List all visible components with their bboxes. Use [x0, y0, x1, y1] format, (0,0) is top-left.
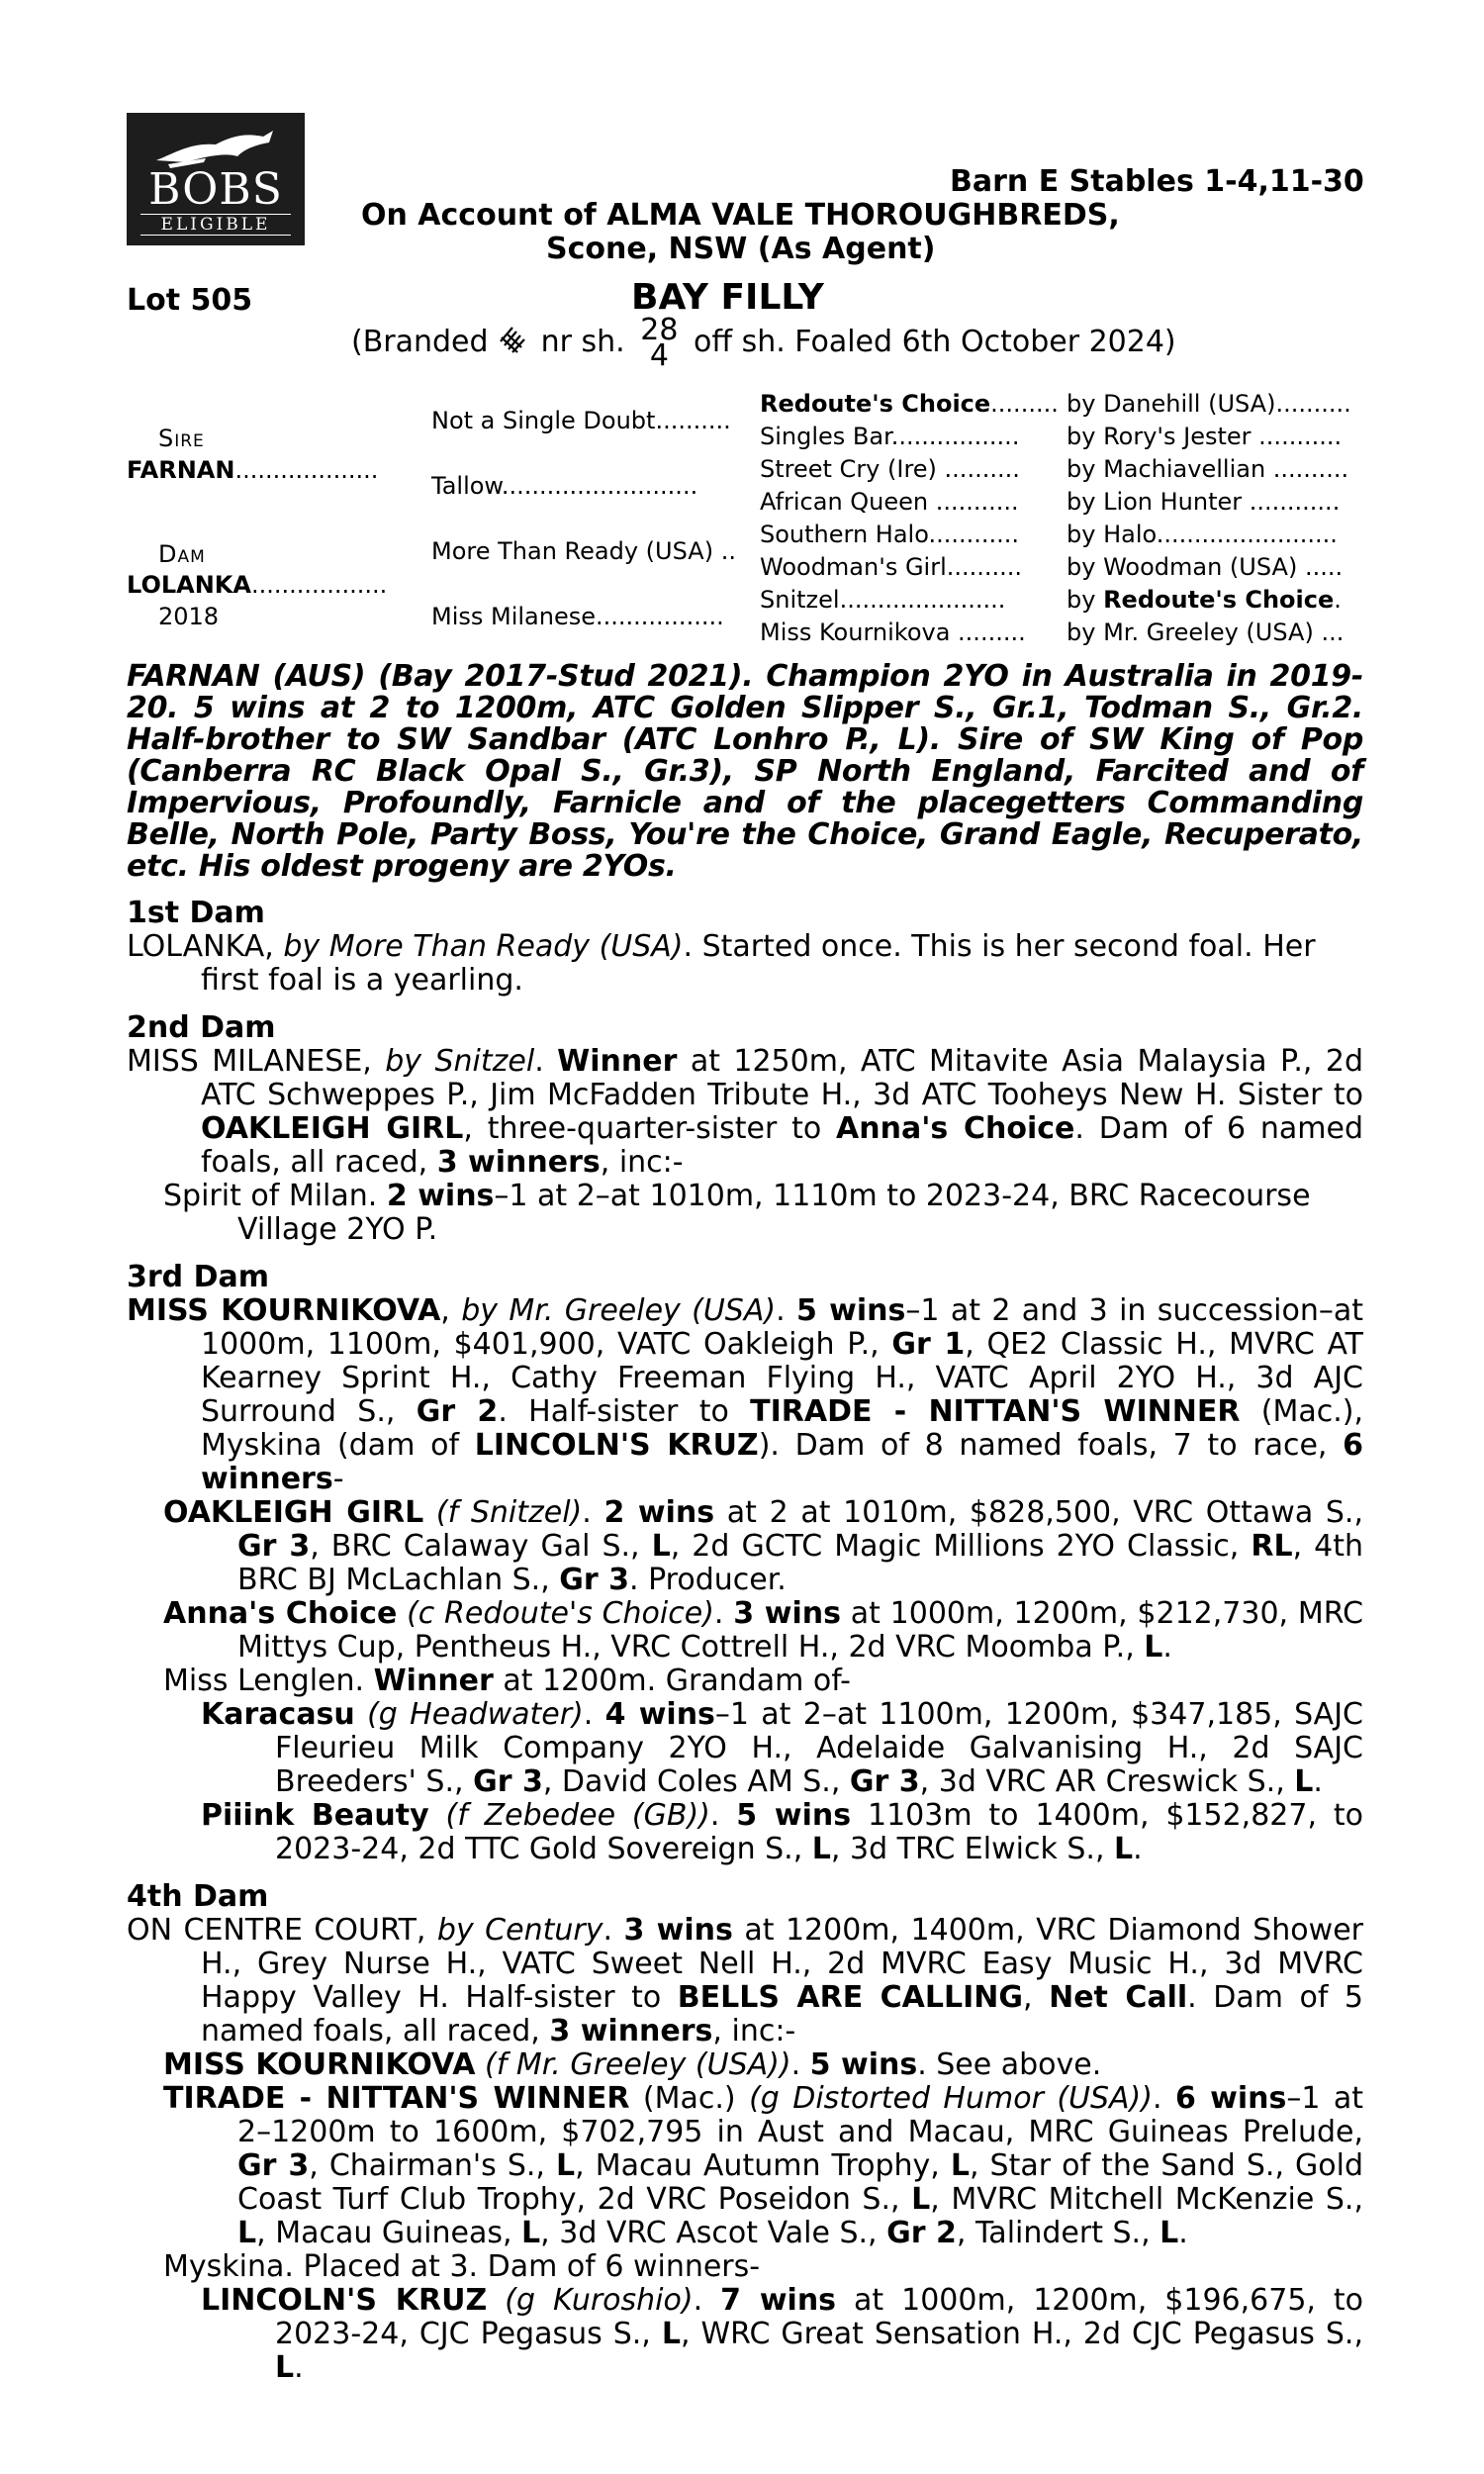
- ped-gen2-2: Tallow..........................: [431, 472, 698, 500]
- dam2-text: MISS MILANESE, by Snitzel. Winner at 1250m, ATC Mitavite Asia Malaysia P., 2d ATC Schweppes P., Jim McFadden Tribute H., 3d ATC Tooheys New H. Sister to OAKLEIGH GIRL, three-quarter-sister to Anna's Choice. Dam of 6 named foals, all raced, 3 winners, inc:-: [127, 1044, 1363, 1180]
- sire-name: FARNAN...................: [127, 456, 379, 484]
- brand-top: 28: [640, 312, 679, 347]
- ped-gen2-4: Miss Milanese.................: [431, 603, 724, 630]
- dam3-progeny-1: OAKLEIGH GIRL (f Snitzel). 2 wins at 2 at 1010m, $828,500, VRC Ottawa S., Gr 3, BRC Calaway Gal S., L, 2d GCTC Magic Millions 2YO Classic, RL, 4th BRC BJ McLachlan S., Gr 3. Producer.: [163, 1495, 1364, 1597]
- ped-gen2-3: More Than Ready (USA) ..: [431, 537, 736, 565]
- dam4-progeny-2: TIRADE - NITTAN'S WINNER (Mac.) (g Distorted Humor (USA)). 6 wins–1 at 2–1200m to 1600m, $702,795 in Aust and Macau, MRC Guineas Prelude, Gr 3, Chairman's S., L, Macau Autumn Trophy, L, Star of the Sand S., Gold Coast Turf Club Trophy, 2d VRC Poseidon S., L, MVRC Mitchell McKenzie S., L, Macau Guineas, L, 3d VRC Ascot Vale S., Gr 2, Talindert S., L.: [163, 2081, 1364, 2250]
- lot-title: BAY FILLY: [631, 277, 824, 318]
- catalogue-body: [127, 661, 1363, 2385]
- account-line-2: Scone, NSW (As Agent): [546, 232, 936, 266]
- lot-number: Lot 505: [127, 283, 253, 318]
- ped-gen3-sire-8: by Mr. Greeley (USA) ...: [1067, 618, 1345, 646]
- ped-gen3-sire-6: by Woodman (USA) .....: [1067, 553, 1344, 581]
- brand-nr: nr sh.: [540, 325, 625, 359]
- sire-value: FARNAN: [127, 456, 235, 484]
- dam4-progeny-3: Myskina. Placed at 3. Dam of 6 winners-: [163, 2249, 761, 2284]
- ped-gen3-sire-1: by Danehill (USA)..........: [1067, 390, 1351, 418]
- dam2-progeny-1: Spirit of Milan. 2 wins–1 at 2–at 1010m, 1110m to 2023-24, BRC Racecourse Village 2YO P.: [163, 1179, 1311, 1247]
- ped-gen3-2: Singles Bar.................: [760, 423, 1020, 450]
- dam4-text: ON CENTRE COURT, by Century. 3 wins at 1200m, 1400m, VRC Diamond Shower H., Grey Nurse H., VATC Sweet Nell H., 2d MVRC Easy Music H., 3d MVRC Happy Valley H. Half-sister to BELLS ARE CALLING, Net Call. Dam of 5 named foals, all raced, 3 winners, inc:-: [127, 1913, 1363, 2048]
- ped-gen3-6: Woodman's Girl..........: [760, 553, 1023, 581]
- dam-name: LOLANKA..................: [127, 571, 388, 599]
- dam1-text: LOLANKA, by More Than Ready (USA). Started once. This is her second foal. Her first foal is a yearling.: [127, 929, 1316, 998]
- bobs-eligible-logo: [127, 113, 305, 245]
- ped-gen3-sire-3: by Machiavellian ..........: [1067, 455, 1349, 483]
- ped-gen3-7: Snitzel......................: [760, 586, 1006, 614]
- sire-intro: FARNAN (AUS) (Bay 2017-Stud 2021). Champion 2YO in Australia in 2019-20. 5 wins at 2 to 1200m, ATC Golden Slipper S., Gr.1, Todman S., Gr.2. Half-brother to SW Sandbar (ATC Lonhro P., L). Sire of SW King of Pop (Canberra RC Black Opal S., Gr.3), SP North England, Farcited and of Impervious, Profoundly, Farnicle and of the placegetters Commanding Belle, North Pole, Party Boss, You're the Choice, Grand Eagle, Recuperato, etc. His oldest progeny are 2YOs.: [127, 659, 1363, 884]
- account-line-1: On Account of ALMA VALE THOROUGHBREDS,: [361, 198, 1120, 233]
- ped-gen3-sire-7: by Redoute's Choice.: [1067, 586, 1342, 614]
- ped-gen3-5: Southern Halo............: [760, 521, 1020, 548]
- ped-gen3-3: Street Cry (Ire) ..........: [760, 455, 1020, 483]
- section-3rd-dam: 3rd Dam: [127, 1260, 269, 1294]
- ped-gen3-1: Redoute's Choice.........: [760, 390, 1059, 418]
- logo-word: BOBS: [148, 164, 283, 215]
- ped-gen3-8: Miss Kournikova .........: [760, 618, 1026, 646]
- dam3-text: MISS KOURNIKOVA, by Mr. Greeley (USA). 5 wins–1 at 2 and 3 in succession–at 1000m, 1100m, $401,900, VATC Oakleigh P., Gr 1, QE2 Classic H., MVRC AT Kearney Sprint H., Cathy Freeman Flying H., VATC April 2YO H., 3d AJC Surround S., Gr 2. Half-sister to TIRADE - NITTAN'S WINNER (Mac.), Myskina (dam of LINCOLN'S KRUZ). Dam of 8 named foals, 7 to race, 6 winners-: [127, 1293, 1364, 1496]
- sire-label: Sire: [158, 425, 205, 452]
- ped-gen3-4: African Queen ...........: [760, 488, 1019, 516]
- barn-location: Barn E Stables 1-4,11-30: [950, 164, 1364, 199]
- dam3-progeny-3: Miss Lenglen. Winner at 1200m. Grandam of-: [163, 1664, 851, 1698]
- dam3-grandprogeny-1: Karacasu (g Headwater). 4 wins–1 at 2–at 1100m, 1200m, $347,185, SAJC Fleurieu Milk Company 2YO H., Adelaide Galvanising H., 2d SAJC Breeders' S., Gr 3, David Coles AM S., Gr 3, 3d VRC AR Creswick S., L.: [201, 1697, 1363, 1799]
- dam4-progeny-1: MISS KOURNIKOVA (f Mr. Greeley (USA)). 5 wins. See above.: [163, 2047, 1102, 2082]
- ped-gen3-sire-4: by Lion Hunter ............: [1067, 488, 1341, 516]
- brand-post: off sh. Foaled 6th October 2024): [694, 325, 1176, 359]
- dam-year: 2018: [158, 603, 220, 630]
- section-4th-dam: 4th Dam: [127, 1879, 269, 1914]
- dam-label: Dam: [158, 540, 206, 568]
- dam-value: LOLANKA: [127, 571, 251, 599]
- brand-line: [351, 312, 1176, 373]
- ped-gen3-sire-5: by Halo........................: [1067, 521, 1338, 548]
- ped-gen2-1: Not a Single Doubt..........: [431, 407, 731, 434]
- brand-fraction: [640, 312, 679, 373]
- ped-gen3-sire-2: by Rory's Jester ...........: [1067, 423, 1343, 450]
- brand-bottom: 4: [649, 337, 669, 373]
- dam3-grandprogeny-2: Piiink Beauty (f Zebedee (GB)). 5 wins 1103m to 1400m, $152,827, to 2023-24, 2d TTC Gold Sovereign S., L, 3d TRC Elwick S., L.: [201, 1798, 1363, 1866]
- dam3-progeny-2: Anna's Choice (c Redoute's Choice). 3 wins at 1000m, 1200m, $212,730, MRC Mittys Cup, Pentheus H., VRC Cottrell H., 2d VRC Moomba P., L.: [163, 1596, 1364, 1665]
- brand-pre: (Branded: [351, 325, 489, 359]
- dam4-grandprogeny-1: LINCOLN'S KRUZ (g Kuroshio). 7 wins at 1000m, 1200m, $196,675, to 2023-24, CJC Pegasus S., L, WRC Great Sensation H., 2d CJC Pegasus S., L.: [201, 2283, 1364, 2385]
- logo-subtitle: ELIGIBLE: [140, 214, 291, 236]
- section-2nd-dam: 2nd Dam: [127, 1010, 276, 1045]
- brand-mark-icon: [498, 326, 531, 353]
- section-1st-dam: 1st Dam: [127, 896, 265, 930]
